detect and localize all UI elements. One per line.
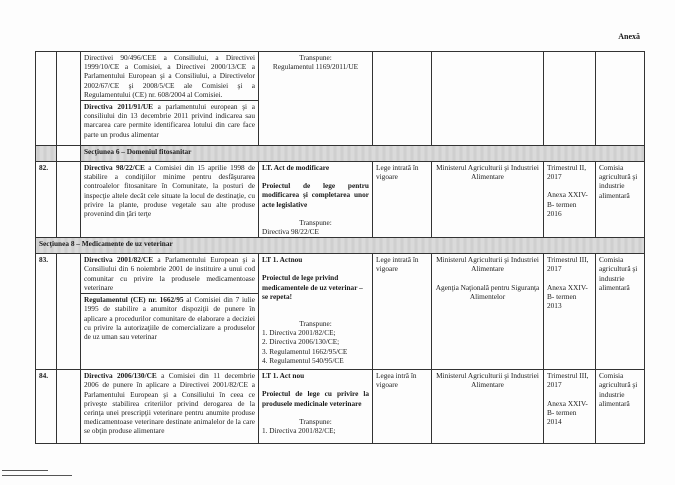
- status-cell: Lege intrată în vigoare: [373, 254, 432, 370]
- transpune-label: Transpune:: [299, 53, 332, 62]
- section-blank-cell: [57, 146, 81, 162]
- number-cell: [36, 52, 57, 146]
- directive-text: a Parlamentului European şi a Consiliului din 6 noiembrie 2001 de instituire a unui cod comunitar cu privire la produsele medicamentoase veterinare: [84, 255, 255, 292]
- committee-cell: Comisia agricultură şi industrie alimentară: [596, 370, 645, 444]
- directive-text: a Comisiei din 11 decembrie 2006 de punere în aplicare a Directivei 2001/82/CE a Parlamentului European şi a Consiliului în ceea ce priveşte stabilirea criteriilor privind derogarea de la cerinţa unei prescripţii veterinare pentru anumite produse medicamentoase veterinare destinate animalelor de la care se obţin produse alimentare: [84, 371, 255, 436]
- term-cell: [544, 370, 596, 444]
- directive-text: Directivei 90/496/CEE a Consiliului, a Directivei 1999/10/CE a Comisiei, a Directivei 2000/13/CE a Parlamentului European şi a Consiliului, a Directivelor 2002/67/CE şi 2008/5/CE ale Comisiei şi a Regulamentului (CE) nr. 608/2004 al Comisiei.: [84, 53, 255, 99]
- blank-cell: [57, 254, 81, 370]
- directive-cell: [81, 294, 259, 370]
- act-cell: [259, 370, 373, 444]
- transposition-table: [35, 51, 645, 444]
- act-cell: [259, 254, 373, 370]
- act-cell: [259, 162, 373, 238]
- table-row-82: [36, 162, 645, 238]
- footnote-separator: [2, 475, 72, 476]
- directive-title: Regulamentul (CE) nr. 1662/95: [84, 295, 184, 305]
- row-number: 84.: [36, 370, 57, 444]
- transpune-value: Directiva 98/22/CE: [262, 227, 319, 237]
- directive-cell: [81, 52, 259, 101]
- table-row-84: [36, 370, 645, 444]
- directive-text: a parlamentului european şi a consiliului din 13 decembrie 2011 privind indicarea sau marcarea care permite identificarea lotului din care face parte un produs alimentar: [84, 102, 256, 139]
- transpune-item: 4. Regulamentul 540/95/CE: [262, 355, 344, 365]
- act-title: Proiectul de lege privind medicamentele de uz veterinar – se repeta!: [262, 273, 363, 301]
- status-cell: Lege intrată în vigoare: [373, 162, 432, 238]
- continuation-row: [36, 52, 645, 101]
- section-8-row: [36, 238, 645, 254]
- section-title: Secţiunea 6 – Domeniul fitosanitar: [81, 146, 645, 162]
- row-number: 82.: [36, 162, 57, 238]
- act-title: Proiectul de lege cu privire la produsele medicinale veterinare: [262, 389, 369, 408]
- directive-cell: [81, 370, 259, 444]
- directive-text: a Comisiei din 15 aprilie 1998 de stabilire a condiţiilor minime pentru desfăşurarea controalelor fitosanitare în Comunitate, la posturi de inspecţie altele decât cele situate la locul de destinaţie, cu privire la plante, produse vegetale sau alte produse provenind din ţări terţe: [84, 163, 255, 219]
- term-quarter: Trimestrul II, 2017: [547, 163, 587, 182]
- directive-cell: [81, 254, 259, 294]
- transpune-item: 1. Directiva 2001/82/CE;: [262, 328, 336, 338]
- institution-cell: [432, 254, 544, 370]
- institution-cell: Ministerul Agriculturii şi Industriei Alimentare: [432, 162, 544, 238]
- directive-cell: [81, 162, 259, 238]
- section-title: Secţiunea 8 – Medicamente de uz veterinar: [36, 238, 645, 254]
- transpune-label: Transpune:: [299, 319, 332, 329]
- footnote-separator: [2, 470, 48, 471]
- term-cell: [544, 52, 596, 146]
- term-quarter: Trimestrul III, 2017: [547, 255, 589, 274]
- status-cell: Legea intră în vigoare: [373, 370, 432, 444]
- directive-title: Directiva 2006/130/CE: [84, 371, 157, 381]
- directive-title: Directiva 2001/82/CE: [84, 255, 154, 265]
- blank-cell: [57, 162, 81, 238]
- transpune-label: Transpune:: [299, 416, 332, 426]
- act-type: LT 1. Act nou: [262, 371, 305, 381]
- blank-cell: [57, 52, 81, 146]
- directive-title: Directiva 2011/91/UE: [84, 102, 153, 112]
- institution-cell: Ministerul Agriculturii şi Industriei Alimentare: [432, 370, 544, 444]
- institution-primary: Ministerul Agriculturii şi Industriei Alimentare: [436, 255, 539, 274]
- row-number: 83.: [36, 254, 57, 370]
- institution-cell: [432, 52, 544, 146]
- blank-cell: [57, 370, 81, 444]
- transpune-item: 3. Regulamentul 1662/95/CE: [262, 346, 348, 356]
- table-row-83: [36, 254, 645, 294]
- term-cell: [544, 162, 596, 238]
- institution-secondary: Agenţia Naţională pentru Siguranţa Alimentelor: [435, 282, 540, 301]
- section-number-cell: [36, 146, 57, 162]
- committee-cell: [596, 52, 645, 146]
- act-type: LT. Act de modificare: [262, 163, 330, 173]
- transpune-item: 1. Directiva 2001/82/CE;: [262, 426, 336, 436]
- directive-title: Directiva 98/22/CE: [84, 163, 145, 173]
- section-6-row: [36, 146, 645, 162]
- committee-cell: Comisia agricultură şi industrie alimentară: [596, 162, 645, 238]
- act-cell: [259, 52, 373, 146]
- directive-text: al Comisiei din 7 iulie 1995 de stabilire a anumitor dispoziţii de punere în aplicare a procedurilor comunitare de elaborare a deciziei cu privire la autorizaţiile de comercializare a produselor de uz uman sau veterinar: [84, 295, 256, 342]
- term-annex: Anexa XXIV-B- termen 2016: [547, 190, 588, 218]
- term-annex: Anexa XXIV-B- termen 2014: [547, 398, 588, 427]
- transpune-value: Regulamentul 1169/2011/UE: [272, 62, 359, 72]
- committee-cell: Comisia agricultură şi industrie alimentară: [596, 254, 645, 370]
- transpune-item: 2. Directiva 2006/130/CE;: [262, 337, 340, 347]
- directive-cell: [81, 101, 259, 146]
- act-title: Proiectul de lege pentru modificarea şi completarea unor acte legislative: [262, 181, 369, 209]
- term-quarter: Trimestrul III, 2017: [547, 371, 589, 390]
- term-annex: Anexa XXIV-B- termen 2013: [547, 282, 588, 311]
- status-cell: [373, 52, 432, 146]
- term-cell: [544, 254, 596, 370]
- act-type: LT 1. Actnou: [262, 255, 303, 265]
- annex-label: Anexă: [618, 32, 640, 41]
- transpune-label: Transpune:: [299, 217, 332, 227]
